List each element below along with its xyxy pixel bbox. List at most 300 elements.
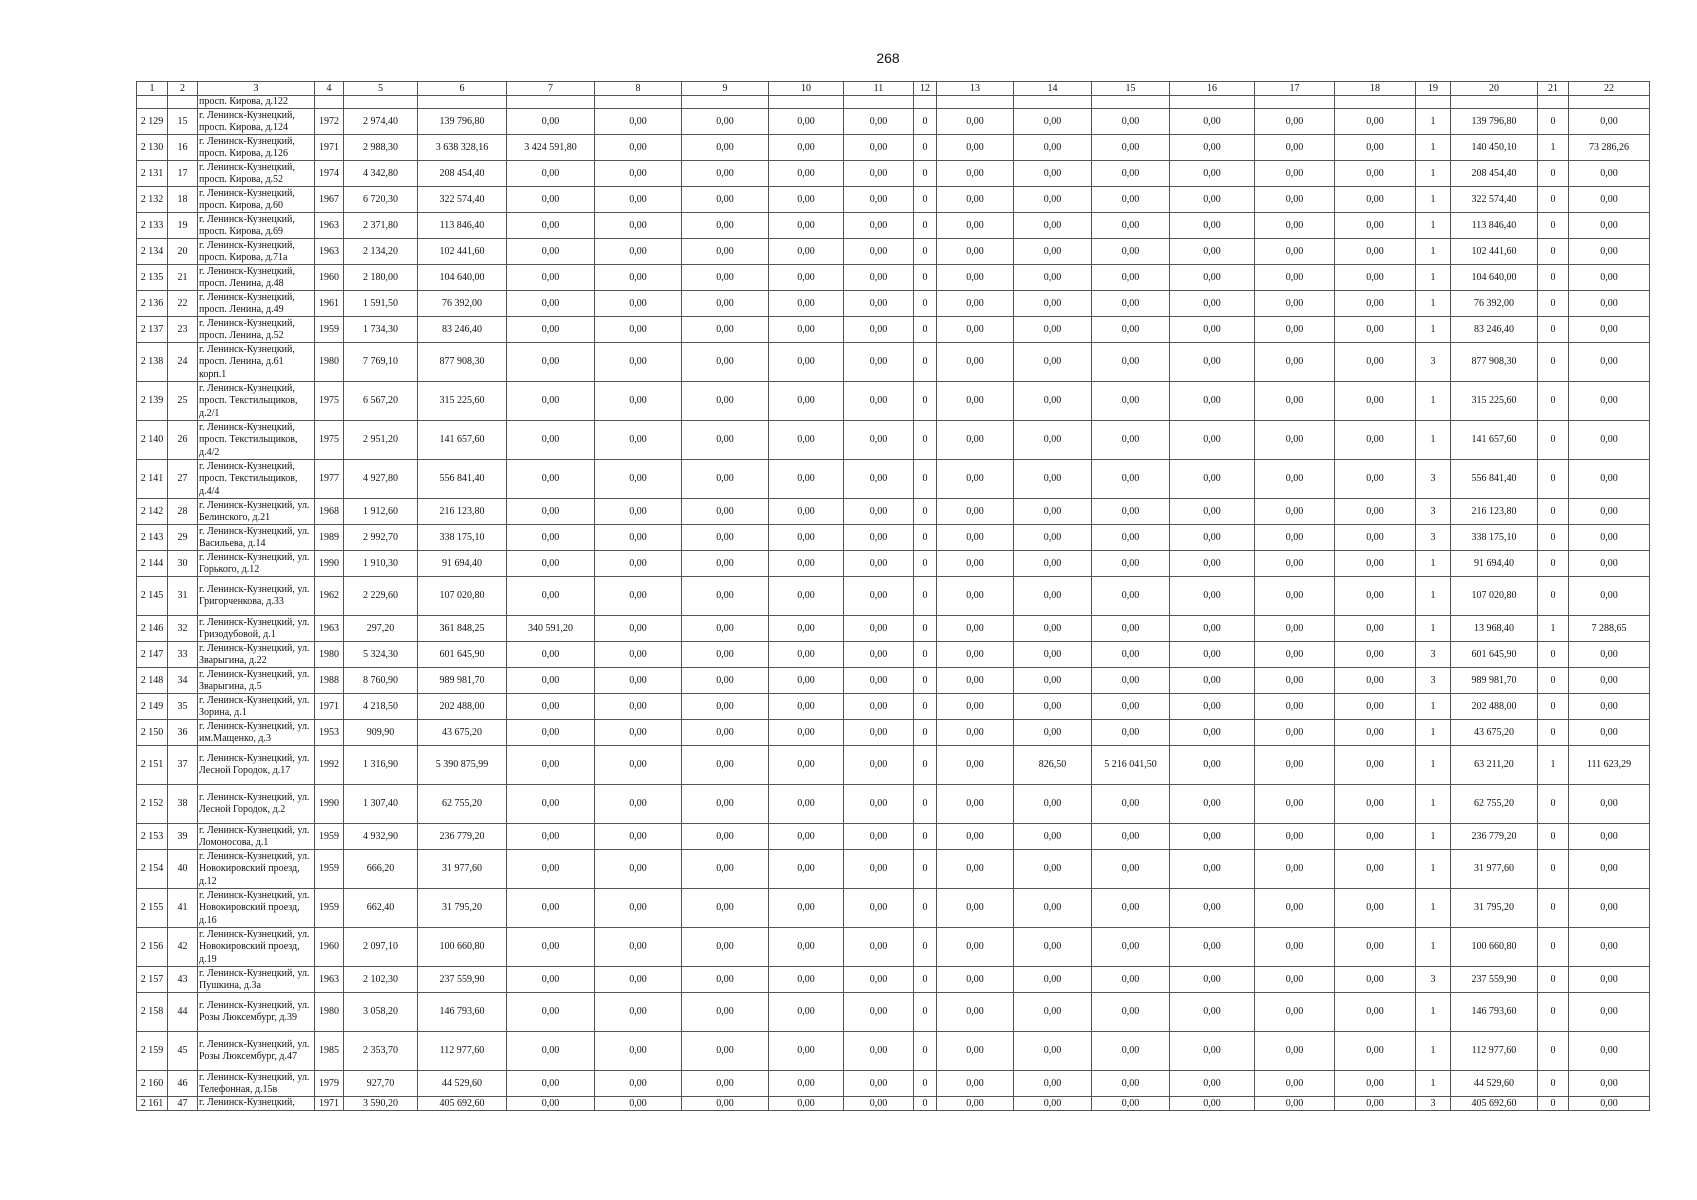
table-cell: 0	[914, 967, 937, 993]
table-cell: 0,00	[595, 993, 682, 1032]
table-cell: 0	[914, 161, 937, 187]
table-cell: 0,00	[595, 850, 682, 889]
column-number-header: 15	[1092, 82, 1170, 96]
table-cell: 0,00	[595, 889, 682, 928]
table-cell: 0,00	[507, 642, 595, 668]
table-cell: 0,00	[937, 577, 1014, 616]
table-cell: 322 574,40	[418, 187, 507, 213]
table-cell: 1988	[315, 668, 344, 694]
table-cell: 0,00	[682, 642, 769, 668]
table-cell: 0,00	[1092, 382, 1170, 421]
table-cell: 100 660,80	[1451, 928, 1538, 967]
table-cell: 927,70	[344, 1071, 418, 1097]
table-cell: 1	[1416, 1032, 1451, 1071]
table-cell: 0	[1538, 577, 1569, 616]
table-cell: 0,00	[1335, 967, 1416, 993]
column-number-header: 6	[418, 82, 507, 96]
table-cell: 0,00	[1014, 421, 1092, 460]
table-cell: 91 694,40	[418, 551, 507, 577]
table-cell: 0,00	[682, 317, 769, 343]
column-number-header: 2	[168, 82, 198, 96]
table-row	[137, 187, 1650, 213]
table-cell: 0,00	[844, 499, 914, 525]
table-cell: 0,00	[682, 291, 769, 317]
table-cell: 1 307,40	[344, 785, 418, 824]
table-cell: 0,00	[1170, 525, 1255, 551]
table-cell: 1	[1416, 109, 1451, 135]
table-cell: 0	[914, 616, 937, 642]
table-cell: 1980	[315, 343, 344, 382]
table-cell: 0,00	[1170, 1032, 1255, 1071]
table-cell: 0,00	[844, 577, 914, 616]
table-cell: 0,00	[1335, 382, 1416, 421]
cell	[914, 96, 937, 109]
table-cell: 0,00	[1092, 850, 1170, 889]
address-cell: г. Ленинск-Кузнецкий, ул. Григорченкова, д.33	[198, 577, 315, 616]
table-cell: 0,00	[595, 720, 682, 746]
cell	[418, 96, 507, 109]
table-cell: 0,00	[1092, 161, 1170, 187]
table-cell: 3	[1416, 1097, 1451, 1110]
table-cell: 27	[168, 460, 198, 499]
table-cell: 4 932,90	[344, 824, 418, 850]
table-cell: 0,00	[1014, 343, 1092, 382]
table-cell: 0,00	[937, 668, 1014, 694]
table-cell: 36	[168, 720, 198, 746]
table-cell: 0,00	[1335, 928, 1416, 967]
table-cell: 0,00	[507, 499, 595, 525]
table-cell: 2 148	[137, 668, 168, 694]
table-cell: 0,00	[937, 642, 1014, 668]
table-cell: 0,00	[595, 109, 682, 135]
table-cell: 23	[168, 317, 198, 343]
address-cell: г. Ленинск-Кузнецкий, просп. Кирова, д.126	[198, 135, 315, 161]
table-row	[137, 213, 1650, 239]
table-cell: 0,00	[682, 213, 769, 239]
table-cell: 62 755,20	[1451, 785, 1538, 824]
table-cell: 0,00	[937, 993, 1014, 1032]
table-cell: 1963	[315, 213, 344, 239]
table-cell: 0,00	[1170, 616, 1255, 642]
table-cell: 2 992,70	[344, 525, 418, 551]
table-cell: 0,00	[595, 499, 682, 525]
table-cell: 0,00	[844, 551, 914, 577]
table-cell: 0,00	[682, 109, 769, 135]
table-cell: 0,00	[1255, 993, 1335, 1032]
table-cell: 0,00	[844, 928, 914, 967]
table-cell: 0,00	[1170, 1071, 1255, 1097]
table-cell: 0	[914, 525, 937, 551]
table-cell: 0	[914, 239, 937, 265]
table-row	[137, 720, 1650, 746]
address-cell: г. Ленинск-Кузнецкий, ул. Ломоносова, д.1	[198, 824, 315, 850]
table-cell: 0,00	[1014, 1097, 1092, 1110]
table-cell: 0,00	[1569, 785, 1650, 824]
table-cell: 0,00	[769, 577, 844, 616]
address-cell: г. Ленинск-Кузнецкий,	[198, 1097, 315, 1110]
table-cell: 216 123,80	[1451, 499, 1538, 525]
table-cell: 0,00	[507, 317, 595, 343]
table-cell: 0	[1538, 993, 1569, 1032]
table-cell: 0,00	[769, 824, 844, 850]
table-cell: 0,00	[937, 343, 1014, 382]
table-cell: 0,00	[937, 785, 1014, 824]
table-cell: 0,00	[937, 135, 1014, 161]
table-cell: 0,00	[769, 694, 844, 720]
table-cell: 0,00	[1014, 824, 1092, 850]
table-cell: 6 720,30	[344, 187, 418, 213]
column-number-row	[137, 82, 1650, 96]
table-cell: 0,00	[1569, 291, 1650, 317]
table-cell: 0,00	[937, 850, 1014, 889]
table-cell: 0	[914, 668, 937, 694]
table-cell: 1	[1416, 213, 1451, 239]
table-cell: 2 988,30	[344, 135, 418, 161]
table-cell: 2 140	[137, 421, 168, 460]
column-number-header: 9	[682, 82, 769, 96]
table-cell: 26	[168, 421, 198, 460]
table-cell: 0	[1538, 889, 1569, 928]
table-cell: 0,00	[1092, 967, 1170, 993]
table-cell: 19	[168, 213, 198, 239]
table-cell: 0,00	[595, 551, 682, 577]
table-cell: 0,00	[1014, 1071, 1092, 1097]
table-cell: 0,00	[1014, 187, 1092, 213]
table-cell: 0	[914, 785, 937, 824]
table-cell: 0,00	[1170, 317, 1255, 343]
table-cell: 0,00	[769, 460, 844, 499]
table-cell: 0	[914, 889, 937, 928]
table-cell: 2 139	[137, 382, 168, 421]
table-cell: 37	[168, 746, 198, 785]
table-cell: 0,00	[844, 993, 914, 1032]
column-number-header: 4	[315, 82, 344, 96]
table-row	[137, 616, 1650, 642]
table-cell: 0,00	[1335, 187, 1416, 213]
table-cell: 0,00	[844, 135, 914, 161]
column-number-header: 18	[1335, 82, 1416, 96]
address-cell: г. Ленинск-Кузнецкий, ул. Васильева, д.14	[198, 525, 315, 551]
table-cell: 73 286,26	[1569, 135, 1650, 161]
table-cell: 0,00	[682, 187, 769, 213]
table-cell: 0,00	[937, 213, 1014, 239]
table-cell: 0,00	[507, 1071, 595, 1097]
table-cell: 0,00	[769, 135, 844, 161]
table-cell: 44 529,60	[1451, 1071, 1538, 1097]
table-cell: 5 324,30	[344, 642, 418, 668]
table-cell: 0,00	[595, 746, 682, 785]
column-number-header: 16	[1170, 82, 1255, 96]
table-cell: 21	[168, 265, 198, 291]
table-cell: 0,00	[1092, 993, 1170, 1032]
table-cell: 0,00	[595, 1071, 682, 1097]
table-cell: 0,00	[937, 967, 1014, 993]
table-cell: 208 454,40	[1451, 161, 1538, 187]
table-cell: 0,00	[937, 928, 1014, 967]
table-cell: 0,00	[937, 161, 1014, 187]
table-cell: 216 123,80	[418, 499, 507, 525]
table-cell: 0,00	[769, 551, 844, 577]
table-cell: 3	[1416, 525, 1451, 551]
table-cell: 13 968,40	[1451, 616, 1538, 642]
table-cell: 0,00	[1255, 746, 1335, 785]
table-cell: 0,00	[1569, 1097, 1650, 1110]
table-cell: 0,00	[1092, 694, 1170, 720]
address-cell: г. Ленинск-Кузнецкий, ул. Пушкина, д.3а	[198, 967, 315, 993]
table-cell: 0,00	[1255, 577, 1335, 616]
table-cell: 2 371,80	[344, 213, 418, 239]
table-cell: 0,00	[1569, 187, 1650, 213]
table-cell: 0,00	[595, 161, 682, 187]
table-cell: 0,00	[1569, 161, 1650, 187]
table-cell: 0,00	[1255, 382, 1335, 421]
table-cell: 0	[1538, 239, 1569, 265]
table-cell: 0,00	[937, 1032, 1014, 1071]
table-cell: 0	[914, 1032, 937, 1071]
table-cell: 1	[1538, 135, 1569, 161]
table-cell: 0,00	[937, 291, 1014, 317]
table-cell: 1 912,60	[344, 499, 418, 525]
table-cell: 202 488,00	[1451, 694, 1538, 720]
table-cell: 0,00	[1170, 993, 1255, 1032]
table-cell: 2 353,70	[344, 1032, 418, 1071]
table-cell: 0,00	[1092, 1097, 1170, 1110]
table-cell: 0,00	[507, 928, 595, 967]
table-cell: 0,00	[1014, 239, 1092, 265]
table-cell: 0,00	[507, 668, 595, 694]
table-cell: 0,00	[937, 499, 1014, 525]
table-cell: 0,00	[595, 239, 682, 265]
table-cell: 1	[1416, 187, 1451, 213]
table-cell: 0,00	[682, 824, 769, 850]
address-cell: г. Ленинск-Кузнецкий, ул. Новокировский проезд, д.16	[198, 889, 315, 928]
table-row	[137, 668, 1650, 694]
cell	[1335, 96, 1416, 109]
address-cell: г. Ленинск-Кузнецкий, ул. Зварыгина, д.5	[198, 668, 315, 694]
table-cell: 0,00	[1014, 889, 1092, 928]
table-cell: 0,00	[595, 525, 682, 551]
table-cell: 0,00	[507, 1032, 595, 1071]
table-cell: 0,00	[937, 317, 1014, 343]
table-cell: 0,00	[682, 135, 769, 161]
table-row	[137, 109, 1650, 135]
table-cell: 0	[1538, 967, 1569, 993]
table-cell: 0	[1538, 265, 1569, 291]
table-cell: 1	[1538, 746, 1569, 785]
table-cell: 0,00	[1092, 551, 1170, 577]
table-cell: 140 450,10	[1451, 135, 1538, 161]
table-cell: 2 133	[137, 213, 168, 239]
table-cell: 104 640,00	[418, 265, 507, 291]
table-cell: 315 225,60	[418, 382, 507, 421]
table-cell: 0,00	[507, 525, 595, 551]
table-cell: 0,00	[844, 343, 914, 382]
table-cell: 0,00	[937, 616, 1014, 642]
table-cell: 0	[914, 720, 937, 746]
table-cell: 1975	[315, 382, 344, 421]
table-cell: 0,00	[595, 291, 682, 317]
table-cell: 0	[914, 317, 937, 343]
table-cell: 2 097,10	[344, 928, 418, 967]
table-cell: 5 216 041,50	[1092, 746, 1170, 785]
table-cell: 0,00	[1569, 850, 1650, 889]
table-cell: 236 779,20	[1451, 824, 1538, 850]
table-cell: 0	[1538, 850, 1569, 889]
table-cell: 322 574,40	[1451, 187, 1538, 213]
table-cell: 2 141	[137, 460, 168, 499]
table-cell: 0,00	[682, 694, 769, 720]
table-cell: 0,00	[769, 928, 844, 967]
table-cell: 0,00	[844, 421, 914, 460]
table-cell: 0,00	[1255, 694, 1335, 720]
table-cell: 0,00	[682, 928, 769, 967]
table-cell: 2 129	[137, 109, 168, 135]
table-cell: 0,00	[507, 213, 595, 239]
table-cell: 2 150	[137, 720, 168, 746]
table-cell: 2 974,40	[344, 109, 418, 135]
table-cell: 405 692,60	[1451, 1097, 1538, 1110]
table-cell: 1963	[315, 967, 344, 993]
table-cell: 1	[1538, 616, 1569, 642]
table-cell: 0	[1538, 525, 1569, 551]
table-cell: 826,50	[1014, 746, 1092, 785]
table-cell: 3 590,20	[344, 1097, 418, 1110]
table-cell: 2 153	[137, 824, 168, 850]
table-cell: 1	[1416, 993, 1451, 1032]
table-cell: 0,00	[769, 889, 844, 928]
table-cell: 556 841,40	[1451, 460, 1538, 499]
table-cell: 0,00	[769, 525, 844, 551]
table-cell: 2 180,00	[344, 265, 418, 291]
column-number-header: 17	[1255, 82, 1335, 96]
table-cell: 0,00	[937, 421, 1014, 460]
table-cell: 0,00	[507, 239, 595, 265]
table-row	[137, 642, 1650, 668]
table-cell: 1 591,50	[344, 291, 418, 317]
table-cell: 0,00	[1569, 1032, 1650, 1071]
table-row	[137, 291, 1650, 317]
table-cell: 0,00	[1014, 382, 1092, 421]
table-cell: 208 454,40	[418, 161, 507, 187]
table-cell: 0,00	[507, 824, 595, 850]
table-cell: 111 623,29	[1569, 746, 1650, 785]
cell	[137, 96, 168, 109]
table-cell: 0	[914, 551, 937, 577]
column-number-header: 11	[844, 82, 914, 96]
table-cell: 0,00	[844, 889, 914, 928]
table-cell: 0,00	[769, 1097, 844, 1110]
table-cell: 1971	[315, 694, 344, 720]
table-cell: 1	[1416, 291, 1451, 317]
cell	[769, 96, 844, 109]
table-cell: 0,00	[1335, 265, 1416, 291]
table-cell: 0,00	[1569, 343, 1650, 382]
table-cell: 0,00	[682, 382, 769, 421]
table-cell: 237 559,90	[418, 967, 507, 993]
table-cell: 0,00	[1569, 967, 1650, 993]
table-cell: 3 424 591,80	[507, 135, 595, 161]
table-cell: 0,00	[1092, 642, 1170, 668]
table-cell: 139 796,80	[1451, 109, 1538, 135]
table-cell: 0,00	[682, 993, 769, 1032]
table-cell: 0,00	[1014, 265, 1092, 291]
table-cell: 4 927,80	[344, 460, 418, 499]
table-cell: 0,00	[507, 967, 595, 993]
address-cell: г. Ленинск-Кузнецкий, ул. Розы Люксембург, д.39	[198, 993, 315, 1032]
table-cell: 43 675,20	[418, 720, 507, 746]
table-cell: 1979	[315, 1071, 344, 1097]
table-cell: 1977	[315, 460, 344, 499]
table-cell: 0,00	[507, 551, 595, 577]
table-cell: 41	[168, 889, 198, 928]
table-cell: 0,00	[1569, 694, 1650, 720]
table-cell: 0,00	[682, 967, 769, 993]
table-cell: 202 488,00	[418, 694, 507, 720]
address-cell: г. Ленинск-Кузнецкий, ул. Горького, д.12	[198, 551, 315, 577]
table-cell: 2 102,30	[344, 967, 418, 993]
table-cell: 2 134	[137, 239, 168, 265]
table-cell: 0	[1538, 720, 1569, 746]
table-cell: 0,00	[595, 213, 682, 239]
table-cell: 2 229,60	[344, 577, 418, 616]
table-cell: 0,00	[1170, 577, 1255, 616]
table-cell: 2 135	[137, 265, 168, 291]
table-cell: 0,00	[1335, 499, 1416, 525]
table-cell: 0,00	[1255, 421, 1335, 460]
table-cell: 0	[914, 642, 937, 668]
table-cell: 0	[914, 187, 937, 213]
table-cell: 0,00	[1335, 343, 1416, 382]
table-cell: 3	[1416, 967, 1451, 993]
address-cell: г. Ленинск-Кузнецкий, просп. Ленина, д.52	[198, 317, 315, 343]
column-number-header: 5	[344, 82, 418, 96]
table-cell: 24	[168, 343, 198, 382]
table-row	[137, 1097, 1650, 1110]
table-cell: 0,00	[1170, 161, 1255, 187]
table-cell: 1 910,30	[344, 551, 418, 577]
address-cell: г. Ленинск-Кузнецкий, просп. Текстильщиков, д.2/1	[198, 382, 315, 421]
table-cell: 1959	[315, 824, 344, 850]
table-cell: 42	[168, 928, 198, 967]
table-cell: 0	[914, 421, 937, 460]
table-cell: 0	[914, 850, 937, 889]
table-row	[137, 967, 1650, 993]
table-cell: 100 660,80	[418, 928, 507, 967]
table-cell: 0,00	[1335, 239, 1416, 265]
table-cell: 0	[1538, 421, 1569, 460]
table-cell: 0,00	[769, 109, 844, 135]
table-row	[137, 460, 1650, 499]
table-cell: 0	[1538, 1032, 1569, 1071]
table-cell: 1	[1416, 616, 1451, 642]
table-cell: 0,00	[595, 642, 682, 668]
table-cell: 338 175,10	[1451, 525, 1538, 551]
table-cell: 1959	[315, 889, 344, 928]
table-cell: 0,00	[1092, 824, 1170, 850]
table-cell: 1959	[315, 850, 344, 889]
table-cell: 6 567,20	[344, 382, 418, 421]
table-cell: 0,00	[1569, 1071, 1650, 1097]
table-cell: 0,00	[1335, 109, 1416, 135]
table-cell: 1989	[315, 525, 344, 551]
table-cell: 0,00	[1092, 720, 1170, 746]
table-cell: 0,00	[844, 382, 914, 421]
table-cell: 2 143	[137, 525, 168, 551]
table-cell: 0,00	[1092, 1032, 1170, 1071]
table-cell: 0,00	[1255, 460, 1335, 499]
table-cell: 0	[914, 1071, 937, 1097]
table-cell: 0,00	[1014, 577, 1092, 616]
